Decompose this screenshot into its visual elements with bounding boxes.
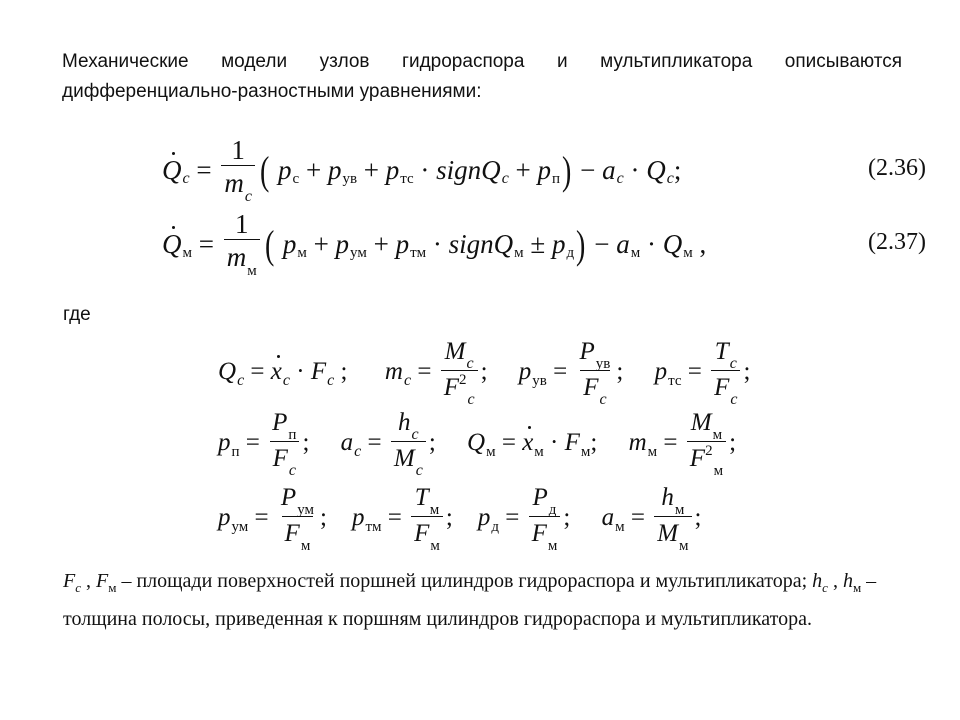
math-operator: = — [248, 504, 275, 531]
math-symbol: a — [340, 429, 354, 456]
subscript: м — [713, 462, 724, 479]
math-symbol: signQ — [436, 154, 501, 185]
math-symbol: p — [327, 154, 342, 185]
math-symbol: M — [690, 408, 712, 436]
symbol-Fc: F — [63, 570, 76, 592]
subscript: тс — [668, 372, 682, 389]
subscript: c — [182, 170, 190, 187]
math-operator: ; — [673, 154, 682, 185]
math-symbol: F — [689, 444, 706, 472]
math-operator: ; — [563, 504, 602, 531]
fraction — [577, 337, 614, 408]
denominator — [270, 441, 299, 479]
numerator — [577, 337, 614, 370]
math-symbol: p — [518, 358, 532, 385]
math-symbol: p — [276, 228, 297, 259]
fraction — [529, 483, 561, 554]
subscript: м — [712, 426, 723, 443]
math-symbol: M — [657, 519, 679, 547]
numerator — [530, 483, 560, 516]
fraction — [269, 408, 299, 479]
paragraph-text-2: – толщина полосы, приведенная к поршням цилиндров гидрораспора и мультипликатора. — [63, 570, 877, 630]
subscript: c — [354, 443, 362, 460]
numerator — [278, 483, 317, 516]
math-symbol: P — [579, 337, 595, 365]
symbol-hm: h — [842, 570, 853, 592]
denominator — [391, 441, 426, 479]
subscript: c — [616, 170, 624, 187]
math-operator: · — [640, 228, 663, 259]
math-operator: · — [290, 358, 311, 385]
math-operator: = — [361, 429, 388, 456]
math-symbol: Q — [646, 154, 666, 185]
equation-2-37 — [162, 209, 707, 279]
denominator — [687, 441, 726, 479]
denominator — [580, 370, 609, 408]
symbol-hc: h — [812, 570, 823, 592]
subscript: м — [679, 537, 689, 554]
numerator — [269, 408, 299, 441]
math-operator: = — [495, 429, 523, 456]
symbol-hc-sub: c — [822, 580, 828, 595]
math-operator: = — [498, 504, 526, 531]
math-operator: ; — [616, 358, 655, 385]
subscript: ув — [532, 372, 547, 389]
subscript: c — [403, 372, 412, 389]
superscript: 2 — [705, 442, 713, 459]
subscript: м — [429, 501, 440, 518]
subscript: c — [730, 390, 738, 408]
math-symbol: p — [218, 504, 231, 531]
subscript: ум — [231, 518, 249, 535]
math-operator: − — [587, 228, 617, 259]
subscript: м — [486, 443, 496, 460]
math-operator: = — [192, 228, 221, 259]
paragraph-text-1: – площади поверхностей поршней цилиндров гидрораспора и мультипликатора; — [116, 570, 813, 592]
intro-line-2: дифференциально-разностными уравнениями: — [62, 81, 482, 102]
math-operator: ; — [302, 429, 341, 456]
math-symbol: p — [218, 429, 231, 456]
math-operator: ; — [729, 429, 737, 456]
subscript: д — [566, 244, 575, 261]
subscript: c — [666, 170, 674, 187]
subscript: м — [514, 244, 524, 261]
math-operator: = — [624, 504, 652, 531]
math-symbol: p — [537, 154, 552, 185]
math-operator: = — [657, 429, 684, 456]
fraction — [221, 135, 255, 205]
math-operator: = — [411, 358, 438, 385]
subscript: м — [547, 537, 558, 554]
subscript: c — [466, 354, 474, 372]
math-symbol: F — [272, 444, 288, 472]
math-operator: = — [244, 358, 271, 385]
subscript: тм — [410, 244, 427, 261]
parenthesis: ( — [259, 147, 270, 193]
math-operator: ; — [694, 504, 702, 531]
subscript: м — [615, 518, 625, 535]
math-symbol: F — [443, 373, 459, 401]
subscript: c — [282, 372, 290, 389]
math-operator: · — [426, 228, 449, 259]
symbol-Fm: F — [96, 570, 109, 592]
math-symbol: M — [393, 444, 415, 472]
math-symbol: P — [272, 408, 288, 436]
denominator — [224, 239, 260, 279]
math-operator: 1 — [231, 135, 245, 165]
subscript: д — [491, 518, 499, 535]
math-operator: = — [381, 504, 409, 531]
math-symbol: T — [714, 337, 729, 365]
subscript: м — [297, 244, 307, 261]
math-operator: + — [299, 154, 328, 185]
numerator — [688, 408, 725, 441]
denominator — [282, 516, 314, 554]
intro-line-1: Механические модели узлов гидрораспора и мультипликатора описываются — [62, 51, 902, 72]
denominator — [654, 516, 691, 554]
dotted-symbol: x — [270, 358, 282, 385]
denominator — [221, 165, 255, 205]
math-symbol: F — [310, 358, 327, 385]
equation-2-36 — [162, 135, 682, 205]
math-operator: ; — [428, 429, 468, 456]
subscript: c — [244, 188, 252, 205]
denominator — [711, 370, 740, 408]
numerator — [232, 209, 252, 239]
subscript: п — [552, 170, 561, 187]
fraction — [391, 408, 426, 479]
math-symbol: T — [414, 483, 429, 511]
math-symbol: p — [335, 228, 350, 259]
subscript: м — [182, 244, 192, 261]
symbol-Fm-sub: м — [108, 580, 117, 595]
fraction — [654, 483, 691, 554]
math-operator: ; — [445, 504, 478, 531]
parenthesis: ) — [576, 221, 586, 267]
denominator — [411, 516, 443, 554]
math-operator: = — [546, 358, 574, 385]
math-symbol: a — [601, 504, 615, 531]
math-symbol: p — [385, 154, 400, 185]
math-symbol: P — [280, 483, 297, 511]
subscript: тс — [400, 170, 414, 187]
equation-number-2-37: (2.37) — [868, 229, 926, 255]
math-operator: ; — [334, 358, 385, 385]
subscript: п — [288, 426, 297, 443]
numerator — [412, 483, 442, 516]
math-operator: 1 — [234, 209, 249, 239]
math-operator: · — [413, 154, 437, 185]
subscript: с — [292, 170, 300, 187]
math-operator: + — [366, 228, 396, 259]
dotted-symbol: Q — [162, 154, 182, 185]
math-symbol: a — [602, 154, 616, 185]
math-operator: + — [508, 154, 538, 185]
math-operator: + — [357, 154, 386, 185]
math-operator: , — [692, 228, 707, 259]
math-operator: = — [239, 429, 267, 456]
subscript: м — [580, 443, 591, 460]
subscript: c — [467, 390, 475, 408]
subscript: c — [729, 354, 737, 372]
subscript: м — [430, 537, 440, 554]
subscript: м — [534, 443, 544, 460]
math-symbol: m — [224, 168, 244, 198]
subscript: м — [674, 501, 685, 518]
math-symbol: Q — [218, 358, 237, 385]
math-operator: = — [189, 154, 219, 185]
fraction — [224, 209, 260, 279]
math-symbol: h — [398, 408, 411, 436]
math-operator: ; — [743, 358, 751, 385]
math-symbol: m — [628, 429, 647, 456]
numerator — [395, 408, 422, 441]
parenthesis: ) — [562, 147, 572, 193]
fraction — [711, 337, 740, 408]
math-operator: − — [573, 154, 603, 185]
subscript: ум — [350, 244, 367, 261]
definitions-row-2 — [218, 408, 737, 479]
subscript: д — [548, 501, 557, 518]
math-symbol: F — [531, 519, 547, 547]
explanation-paragraph — [63, 563, 923, 638]
math-symbol: a — [616, 228, 630, 259]
subscript: c — [288, 461, 296, 479]
math-symbol: h — [661, 483, 674, 511]
subscript: м — [630, 244, 641, 261]
dotted-symbol: Q — [162, 228, 182, 259]
math-symbol: F — [714, 373, 730, 401]
math-symbol: F — [414, 519, 430, 547]
subscript: c — [599, 390, 607, 408]
definitions-row-1 — [218, 337, 751, 408]
subscript: c — [501, 170, 509, 187]
denominator — [441, 370, 478, 408]
equation-number-2-36: (2.36) — [868, 155, 926, 181]
subscript: c — [415, 461, 423, 479]
math-symbol: m — [226, 242, 247, 272]
subscript: ув — [595, 355, 611, 372]
symbol-hm-sub: м — [852, 580, 862, 595]
math-operator: + — [306, 228, 336, 259]
math-symbol: p — [654, 358, 668, 385]
fraction — [411, 483, 443, 554]
math-operator: ; — [480, 358, 519, 385]
dotted-symbol: x — [522, 429, 534, 456]
math-symbol: p — [395, 228, 410, 259]
subscript: м — [247, 263, 257, 279]
fraction — [687, 408, 726, 479]
subscript: п — [231, 443, 240, 460]
subscript: м — [300, 537, 311, 554]
math-operator: · — [623, 154, 647, 185]
definitions-row-3 — [218, 483, 702, 554]
math-symbol: signQ — [448, 228, 514, 259]
where-label: где — [63, 304, 91, 325]
math-symbol: P — [532, 483, 548, 511]
superscript: 2 — [458, 371, 467, 388]
math-symbol: Q — [662, 228, 683, 259]
parenthesis: ( — [264, 221, 275, 267]
math-symbol: m — [384, 358, 403, 385]
subscript: м — [683, 244, 693, 261]
math-operator: ; — [590, 429, 629, 456]
numerator — [658, 483, 687, 516]
intro-text — [62, 47, 902, 107]
denominator — [529, 516, 561, 554]
subscript: тм — [365, 518, 382, 535]
math-symbol: p — [477, 504, 491, 531]
math-symbol: p — [351, 504, 365, 531]
numerator — [442, 337, 477, 370]
subscript: c — [237, 372, 245, 389]
math-operator: ± — [523, 228, 552, 259]
symbol-Fc-sub: c — [75, 580, 81, 595]
subscript: м — [647, 443, 658, 460]
math-symbol: Q — [467, 429, 486, 456]
subscript: c — [327, 372, 335, 389]
fraction — [441, 337, 478, 408]
subscript: ув — [342, 170, 358, 187]
subscript: c — [411, 425, 419, 443]
fraction — [278, 483, 317, 554]
math-operator: = — [681, 358, 709, 385]
math-symbol: p — [551, 228, 566, 259]
math-symbol: M — [444, 337, 466, 365]
separator: , — [81, 570, 96, 592]
numerator — [228, 135, 248, 165]
math-symbol: p — [271, 154, 292, 185]
math-symbol: F — [564, 429, 580, 456]
math-operator: · — [543, 429, 565, 456]
numerator — [712, 337, 740, 370]
math-symbol: F — [583, 373, 599, 401]
separator: , — [827, 570, 843, 592]
math-symbol: F — [284, 519, 300, 547]
subscript: ум — [297, 501, 314, 518]
math-operator: ; — [319, 504, 352, 531]
